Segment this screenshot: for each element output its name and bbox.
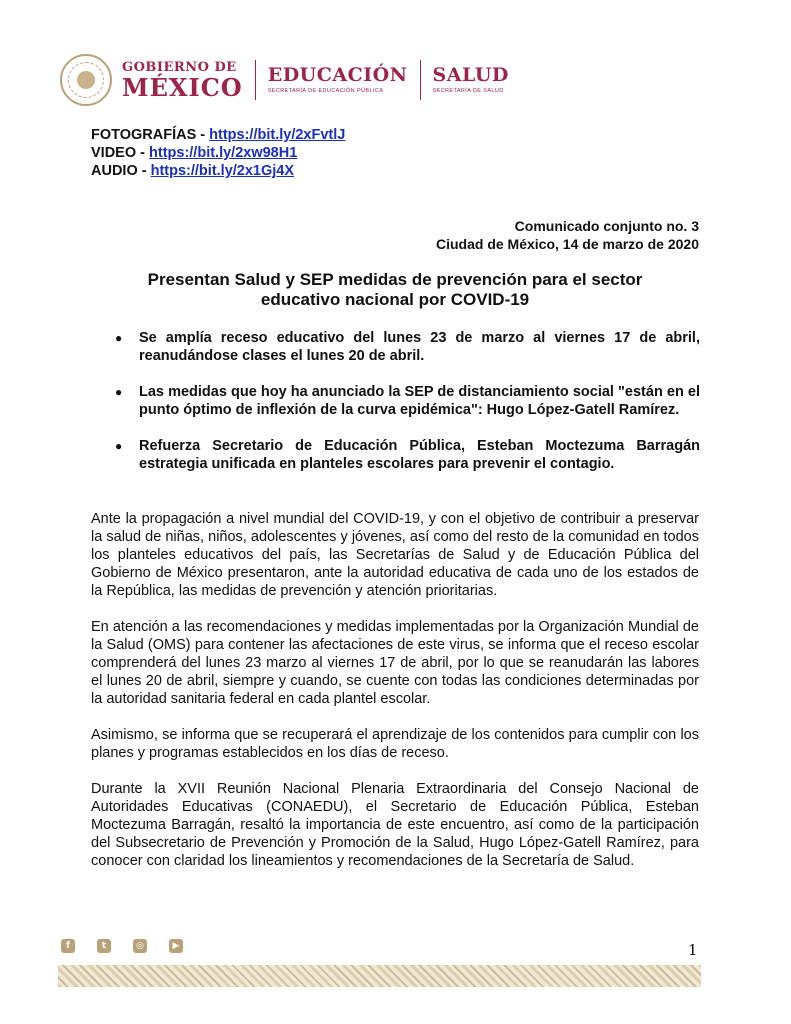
communique-number: Comunicado conjunto no. 3 bbox=[514, 218, 699, 234]
divider bbox=[255, 60, 256, 100]
gobierno-bottom-text: MÉXICO bbox=[122, 72, 243, 102]
paragraph: Asimismo, se informa que se recuperará el aprendizaje de los contenidos para cumplir con los planes y programas establecidos en los días de receso. bbox=[91, 727, 699, 761]
title-line-2: educativo nacional por COVID-19 bbox=[260, 290, 530, 309]
gobierno-logo bbox=[122, 61, 243, 100]
photos-link-label: FOTOGRAFÍAS - bbox=[91, 127, 210, 143]
divider bbox=[420, 60, 421, 100]
page-header bbox=[60, 50, 520, 110]
salud-subtitle: SECRETARÍA DE SALUD bbox=[432, 87, 504, 94]
list-item bbox=[115, 329, 700, 365]
body-text bbox=[91, 510, 699, 888]
instagram-icon[interactable]: ◎ bbox=[133, 939, 147, 953]
salud-name: SALUD bbox=[432, 63, 509, 86]
paragraph: Ante la propagación a nivel mundial del COVID-19, y con el objetivo de contribuir a preservar la salud de niñas, niños, adolescentes y jóvenes, así como del resto de la comunidad en todos los planteles educativos del país, las Secretarías de Salud y de Educación Pública del Gobierno de México presentaron, ante la autoridad educativa de cada uno de los estados de la República, las medidas de prevención y atención prioritarias. bbox=[91, 511, 699, 599]
media-links bbox=[91, 126, 345, 180]
twitter-icon[interactable]: t bbox=[97, 939, 111, 953]
national-seal-icon bbox=[60, 54, 112, 106]
bullet-icon: ● bbox=[115, 385, 123, 399]
audio-link[interactable]: https://bit.ly/2x1Gj4X bbox=[150, 163, 295, 179]
photos-link-line bbox=[91, 126, 345, 144]
page-title bbox=[91, 270, 699, 310]
social-links bbox=[61, 939, 183, 953]
audio-link-line bbox=[91, 162, 345, 180]
list-item-text: Refuerza Secretario de Educación Pública, Esteban Moctezuma Barragán estrategia unificada en planteles escolares para prevenir el contagio. bbox=[139, 438, 700, 472]
youtube-icon[interactable]: ▶ bbox=[169, 939, 183, 953]
salud-logo bbox=[432, 63, 509, 95]
list-item-text: Las medidas que hoy ha anunciado la SEP de distanciamiento social "están en el punto óptimo de inflexión de la curva epidémica": Hugo López-Gatell Ramírez. bbox=[139, 384, 700, 418]
title-line-1: Presentan Salud y SEP medidas de prevención para el sector bbox=[147, 270, 643, 289]
paragraph: En atención a las recomendaciones y medidas implementadas por la Organización Mundial de la Salud (OMS) para contener las afectaciones de este virus, se informa que el receso escolar comprenderá del lunes 23 marzo al viernes 17 de abril, por lo que se reanudarán las labores el lunes 20 de abril, siempre y cuando, se cuente con todas las condiciones determinadas por la autoridad sanitaria federal en cada plantel escolar. bbox=[91, 619, 699, 707]
educacion-name: EDUCACIÓN bbox=[267, 63, 408, 86]
educacion-subtitle: SECRETARÍA DE EDUCACIÓN PÚBLICA bbox=[267, 87, 384, 94]
paragraph: Durante la XVII Reunión Nacional Plenaria Extraordinaria del Consejo Nacional de Autoridades Educativas (CONAEDU), el Secretario de Educación Pública, Esteban Moctezuma Barragán, resaltó la importancia de este encuentro, así como de la participación del Subsecretario de Prevención y Promoción de la Salud, Hugo López-Gatell Ramírez, para conocer con claridad los lineamientos y recomendaciones de la Secretaría de Salud. bbox=[91, 781, 699, 869]
communique-meta bbox=[436, 217, 699, 253]
gobierno-top-text: GOBIERNO DE bbox=[122, 59, 237, 75]
list-item bbox=[115, 437, 700, 473]
educacion-logo bbox=[267, 63, 408, 95]
photos-link[interactable]: https://bit.ly/2xFvtlJ bbox=[209, 127, 346, 143]
bullet-icon: ● bbox=[115, 439, 123, 453]
highlights-list bbox=[115, 329, 700, 491]
audio-link-label: AUDIO - bbox=[91, 163, 151, 179]
list-item bbox=[115, 383, 700, 419]
page-number: 1 bbox=[688, 941, 698, 959]
decorative-pattern-band bbox=[58, 965, 701, 987]
bullet-icon: ● bbox=[115, 331, 123, 345]
video-link-line bbox=[91, 144, 345, 162]
place-date: Ciudad de México, 14 de marzo de 2020 bbox=[436, 236, 699, 252]
video-link[interactable]: https://bit.ly/2xw98H1 bbox=[149, 145, 298, 161]
facebook-icon[interactable]: f bbox=[61, 939, 75, 953]
list-item-text: Se amplía receso educativo del lunes 23 de marzo al viernes 17 de abril, reanudándose clases el lunes 20 de abril. bbox=[139, 330, 700, 364]
video-link-label: VIDEO - bbox=[91, 145, 150, 161]
